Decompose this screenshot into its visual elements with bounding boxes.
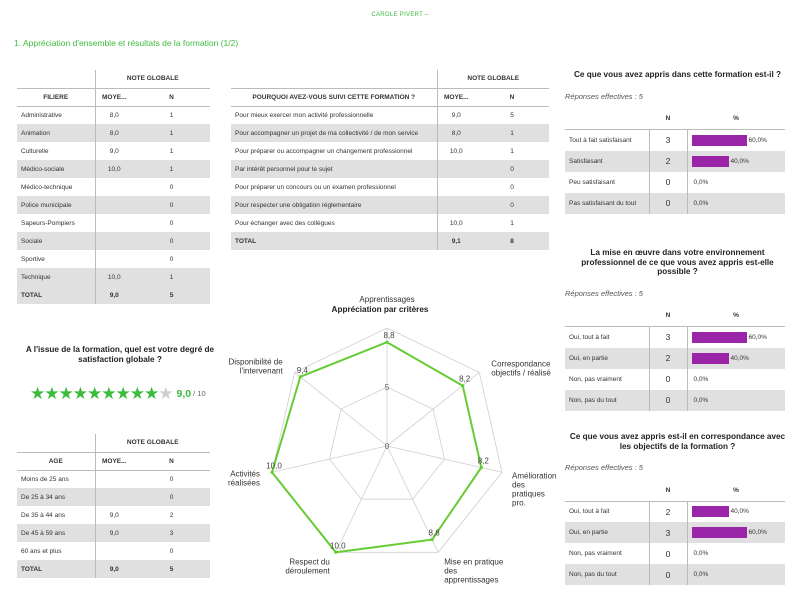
table-row	[17, 488, 210, 506]
row-moyenne: 8,0	[95, 106, 133, 124]
col-header-moyenne: MOYE...	[95, 452, 133, 470]
table-row	[17, 160, 210, 178]
row-label: Animation	[17, 124, 95, 142]
pct-label: 0,0%	[693, 178, 709, 186]
pourquoi-table-wrap	[231, 70, 549, 250]
row-moyenne: 10,0	[95, 268, 133, 286]
filiere-table-wrap	[17, 70, 210, 304]
row-label: Par intérêt personnel pour le sujet	[231, 160, 437, 178]
age-table-wrap	[17, 434, 210, 578]
row-moyenne: 10,0	[95, 160, 133, 178]
pct-label: 0,0%	[693, 396, 709, 404]
star-icon: ★	[144, 384, 160, 403]
pct-bar	[692, 135, 747, 146]
table-row	[17, 268, 210, 286]
table-row	[231, 142, 549, 160]
results-table	[565, 109, 785, 214]
row-label: Sapeurs-Pompiers	[21, 219, 75, 227]
col-header-age: AGE	[17, 452, 95, 470]
row-label: Police municipale	[17, 196, 95, 214]
table-row	[17, 506, 210, 524]
pourquoi-table	[231, 70, 549, 250]
col-header-n: N	[133, 88, 210, 106]
col-header-pct: %	[687, 109, 785, 130]
radar-axis-label: Correspondance objectifs / réalisé	[491, 359, 551, 378]
satisfaction-title: A l'issue de la formation, quel est votre degré de satisfaction globale ?	[25, 345, 215, 364]
row-label: Pour préparer un concours ou un examen professionnel	[235, 183, 396, 191]
total-label: TOTAL	[17, 560, 95, 578]
radar-spoke	[272, 446, 387, 472]
table-row	[565, 348, 785, 369]
pct-label: 0,0%	[693, 571, 709, 578]
pct-bar	[692, 156, 729, 167]
table-row	[17, 542, 210, 560]
star-icon: ★	[30, 384, 46, 403]
row-moyenne: 10,0	[437, 214, 475, 232]
question-title: Ce que vous avez appris est-il en correspondance avec les objectifs de la formation ?	[569, 432, 786, 451]
star-icon: ★	[129, 384, 145, 403]
row-n: 0	[649, 564, 687, 585]
row-n: 0	[649, 390, 687, 411]
row-label: Moins de 25 ans	[21, 475, 69, 483]
table-row	[17, 196, 210, 214]
table-row	[565, 564, 785, 585]
pct-label: 40,0%	[730, 157, 749, 165]
table-row	[17, 214, 210, 232]
row-moyenne: 8,0	[437, 124, 475, 142]
radar-value-label: 8,8	[428, 528, 440, 538]
total-moyenne: 9,0	[95, 286, 133, 304]
row-moyenne	[95, 470, 133, 488]
star-icon: ★	[58, 384, 74, 403]
row-label: Pour respecter une obligation réglementaire	[231, 196, 437, 214]
row-label: Satisfaisant	[565, 151, 649, 172]
table-row	[565, 151, 785, 172]
row-n: 1	[133, 268, 210, 286]
row-n: 0	[475, 196, 549, 214]
total-n: 5	[133, 286, 210, 304]
row-label: Pour mieux exercer mon activité professionnelle	[235, 111, 374, 119]
pct-label: 40,0%	[730, 354, 749, 362]
question-block	[565, 70, 790, 214]
row-n: 0	[133, 488, 210, 506]
total-row	[17, 560, 210, 578]
satisfaction-rating	[30, 385, 206, 402]
star-icon: ★	[158, 384, 174, 403]
pct-label: 60,0%	[748, 529, 767, 536]
row-n: 1	[510, 147, 514, 155]
table-row	[231, 196, 549, 214]
pct-bar	[692, 527, 747, 538]
radar-point	[334, 551, 337, 554]
reponses-effectives: Réponses effectives : 5	[565, 463, 643, 472]
row-n: 0	[169, 547, 174, 555]
radar-value-label: 9,4	[296, 365, 308, 375]
total-label: TOTAL	[231, 232, 437, 250]
table-row	[17, 232, 210, 250]
satisfaction-score: 9,0	[176, 387, 192, 400]
row-label: Médico-sociale	[17, 160, 95, 178]
radar-value-label: 10,0	[266, 461, 282, 471]
col-header-n: N	[133, 452, 210, 470]
satisfaction-max: / 10	[193, 389, 206, 398]
row-n: 0	[475, 160, 549, 178]
star-icon: ★	[72, 384, 88, 403]
radar-axis-label: Apprentissages	[359, 295, 415, 304]
table-row	[17, 142, 210, 160]
row-moyenne	[437, 178, 475, 196]
star-icon: ★	[87, 384, 103, 403]
total-moyenne: 9,0	[95, 560, 133, 578]
table-row	[17, 124, 210, 142]
star-icon: ★	[101, 384, 117, 403]
radar-value-label: 8,2	[477, 456, 489, 466]
row-n: 3	[649, 522, 687, 543]
row-label: Oui, en partie	[565, 348, 649, 369]
row-moyenne	[95, 196, 133, 214]
radar-point	[480, 466, 483, 469]
radar-point	[461, 384, 464, 387]
row-n: 3	[649, 327, 687, 348]
row-n: 2	[649, 348, 687, 369]
row-n: 0	[169, 219, 174, 227]
row-label: 60 ans et plus	[21, 547, 62, 555]
group-header: NOTE GLOBALE	[95, 70, 210, 88]
row-n: 0	[133, 196, 210, 214]
row-moyenne	[95, 178, 133, 196]
table-row	[565, 193, 785, 214]
radar-title: Appréciation par critères	[331, 305, 429, 314]
reponses-effectives: Réponses effectives : 5	[565, 91, 643, 101]
row-moyenne	[437, 160, 475, 178]
row-moyenne	[95, 214, 133, 232]
row-label: Sociale	[17, 232, 95, 250]
row-n: 1	[510, 219, 514, 227]
row-moyenne: 9,0	[95, 524, 133, 542]
section-title: 1. Appréciation d'ensemble et résultats de la formation (1/2)	[14, 38, 239, 48]
row-n: 0	[649, 369, 687, 390]
table-row	[565, 501, 785, 522]
table-row	[17, 106, 210, 124]
col-header-n: N	[475, 88, 549, 106]
row-label: Sportive	[21, 255, 45, 263]
row-moyenne	[437, 196, 475, 214]
table-row	[565, 172, 785, 193]
row-n: 0	[649, 193, 687, 214]
total-moyenne: 9,1	[437, 232, 475, 250]
table-row	[565, 390, 785, 411]
row-n: 1	[169, 111, 174, 119]
row-n: 2	[649, 501, 687, 522]
pct-label: 40,0%	[730, 508, 749, 516]
radar-value-label: 8,2	[459, 374, 471, 384]
results-table	[565, 480, 785, 585]
table-row	[231, 106, 549, 124]
row-n: 1	[133, 160, 210, 178]
report-author: CAROLE PIVERT –	[371, 12, 429, 18]
row-n: 1	[475, 124, 549, 142]
row-label: Pour échanger avec des collègues	[235, 219, 335, 227]
row-label: Médico-technique	[21, 183, 73, 191]
total-row	[17, 286, 210, 304]
row-n: 0	[169, 255, 174, 263]
row-label: Tout à fait satisfaisant	[569, 136, 632, 144]
radar-point	[299, 375, 302, 378]
col-header-pct: %	[687, 306, 785, 327]
table-row	[565, 522, 785, 543]
row-label: De 35 à 44 ans	[21, 511, 66, 519]
table-row	[231, 214, 549, 232]
row-n: 2	[649, 151, 687, 172]
results-table	[565, 306, 785, 411]
total-n: 8	[475, 232, 549, 250]
row-n: 0	[649, 172, 687, 193]
col-header-pct: %	[687, 480, 785, 501]
table-row	[565, 543, 785, 564]
row-label: Administrative	[21, 111, 62, 119]
row-label: Oui, tout à fait	[569, 508, 610, 516]
pct-label: 0,0%	[693, 550, 709, 557]
row-moyenne	[95, 250, 133, 268]
row-n: 1	[169, 147, 174, 155]
col-header-n: N	[649, 306, 687, 327]
total-row	[231, 232, 549, 250]
radar-value-label: 10,0	[330, 541, 346, 551]
col-header-pourquoi: POURQUOI AVEZ-VOUS SUIVI CETTE FORMATION ?	[231, 88, 437, 106]
age-table	[17, 434, 210, 578]
row-label: Pour accompagner un projet de ma collectivité / de mon service	[231, 124, 437, 142]
table-row	[17, 250, 210, 268]
row-label: Non, pas du tout	[565, 564, 649, 585]
table-row	[17, 470, 210, 488]
row-label: Technique	[17, 268, 95, 286]
row-n: 1	[133, 124, 210, 142]
question-block	[565, 432, 790, 585]
row-n: 0	[169, 183, 174, 191]
radar-value-label: 8,8	[383, 331, 395, 341]
star-icon: ★	[44, 384, 60, 403]
radar-scale-label: 0	[384, 442, 390, 451]
group-header: NOTE GLOBALE	[95, 434, 210, 452]
radar-point	[431, 538, 434, 541]
table-row	[231, 160, 549, 178]
pct-label: 60,0%	[748, 333, 767, 341]
row-moyenne: 10,0	[437, 142, 475, 160]
row-moyenne	[95, 232, 133, 250]
question-title: Ce que vous avez appris dans cette formation est-il ?	[573, 70, 781, 79]
row-moyenne	[95, 488, 133, 506]
reponses-effectives: Réponses effectives : 5	[565, 288, 643, 298]
table-row	[17, 178, 210, 196]
row-moyenne	[95, 542, 133, 560]
row-n: 2	[169, 511, 174, 519]
filiere-table	[17, 70, 210, 304]
table-row	[565, 327, 785, 348]
row-n: 0	[510, 183, 514, 191]
row-label: De 25 à 34 ans	[17, 488, 95, 506]
row-label: Non, pas vraiment	[569, 375, 622, 383]
row-moyenne: 9,0	[95, 506, 133, 524]
row-moyenne: 9,0	[437, 106, 475, 124]
row-n: 3	[649, 130, 687, 151]
row-moyenne: 9,0	[95, 142, 133, 160]
pct-bar	[692, 332, 747, 343]
row-n: 0	[169, 475, 174, 483]
row-n: 0	[649, 543, 687, 564]
pct-label: 60,0%	[748, 136, 767, 144]
row-n: 5	[510, 111, 514, 119]
table-row	[565, 369, 785, 390]
row-label: Culturelle	[21, 147, 49, 155]
radar-axis-label: Amélioration des pratiques pro.	[512, 471, 557, 508]
group-header: NOTE GLOBALE	[437, 70, 549, 88]
question-block	[565, 248, 790, 411]
row-moyenne: 8,0	[95, 124, 133, 142]
pct-bar	[692, 506, 729, 517]
row-label: Peu satisfaisant	[569, 178, 615, 186]
row-label: De 45 à 59 ans	[17, 524, 95, 542]
row-label: Pour préparer ou accompagner un changement professionnel	[235, 147, 413, 155]
radar-scale-label: 5	[384, 383, 390, 392]
question-title: La mise en œuvre dans votre environnement professionnel de ce que vous avez appris est-elle possible ?	[581, 248, 774, 276]
radar-axis-label: Mise en pratique des apprentissages	[444, 557, 504, 585]
table-row	[17, 524, 210, 542]
row-label: Non, pas du tout	[565, 390, 649, 411]
radar-axis-label: Respect du déroulement	[285, 557, 330, 576]
pct-label: 0,0%	[693, 375, 709, 383]
col-header-filiere: FILIERE	[17, 88, 95, 106]
row-n: 3	[133, 524, 210, 542]
col-header-moyenne: MOYE...	[95, 88, 133, 106]
radar-point	[385, 341, 388, 344]
row-label: Pas satisfaisant du tout	[565, 193, 649, 214]
row-n: 0	[133, 232, 210, 250]
table-row	[231, 178, 549, 196]
radar-point	[270, 471, 273, 474]
total-n: 5	[133, 560, 210, 578]
row-label: Oui, tout à fait	[569, 333, 610, 341]
row-label: Non, pas vraiment	[569, 550, 622, 557]
table-row	[231, 124, 549, 142]
table-row	[565, 130, 785, 151]
col-header-n: N	[649, 109, 687, 130]
pct-bar	[692, 353, 729, 364]
col-header-moyenne: MOYE...	[437, 88, 475, 106]
total-label: TOTAL	[17, 286, 95, 304]
col-header-n: N	[649, 480, 687, 501]
radar-spoke	[295, 372, 387, 446]
radar-axis-label: Activités réalisées	[227, 469, 260, 488]
row-label: Oui, en partie	[565, 522, 649, 543]
star-icon: ★	[115, 384, 131, 403]
pct-label: 0,0%	[693, 199, 709, 207]
radar-axis-label: Disponibilité de l'intervenant	[228, 357, 283, 376]
